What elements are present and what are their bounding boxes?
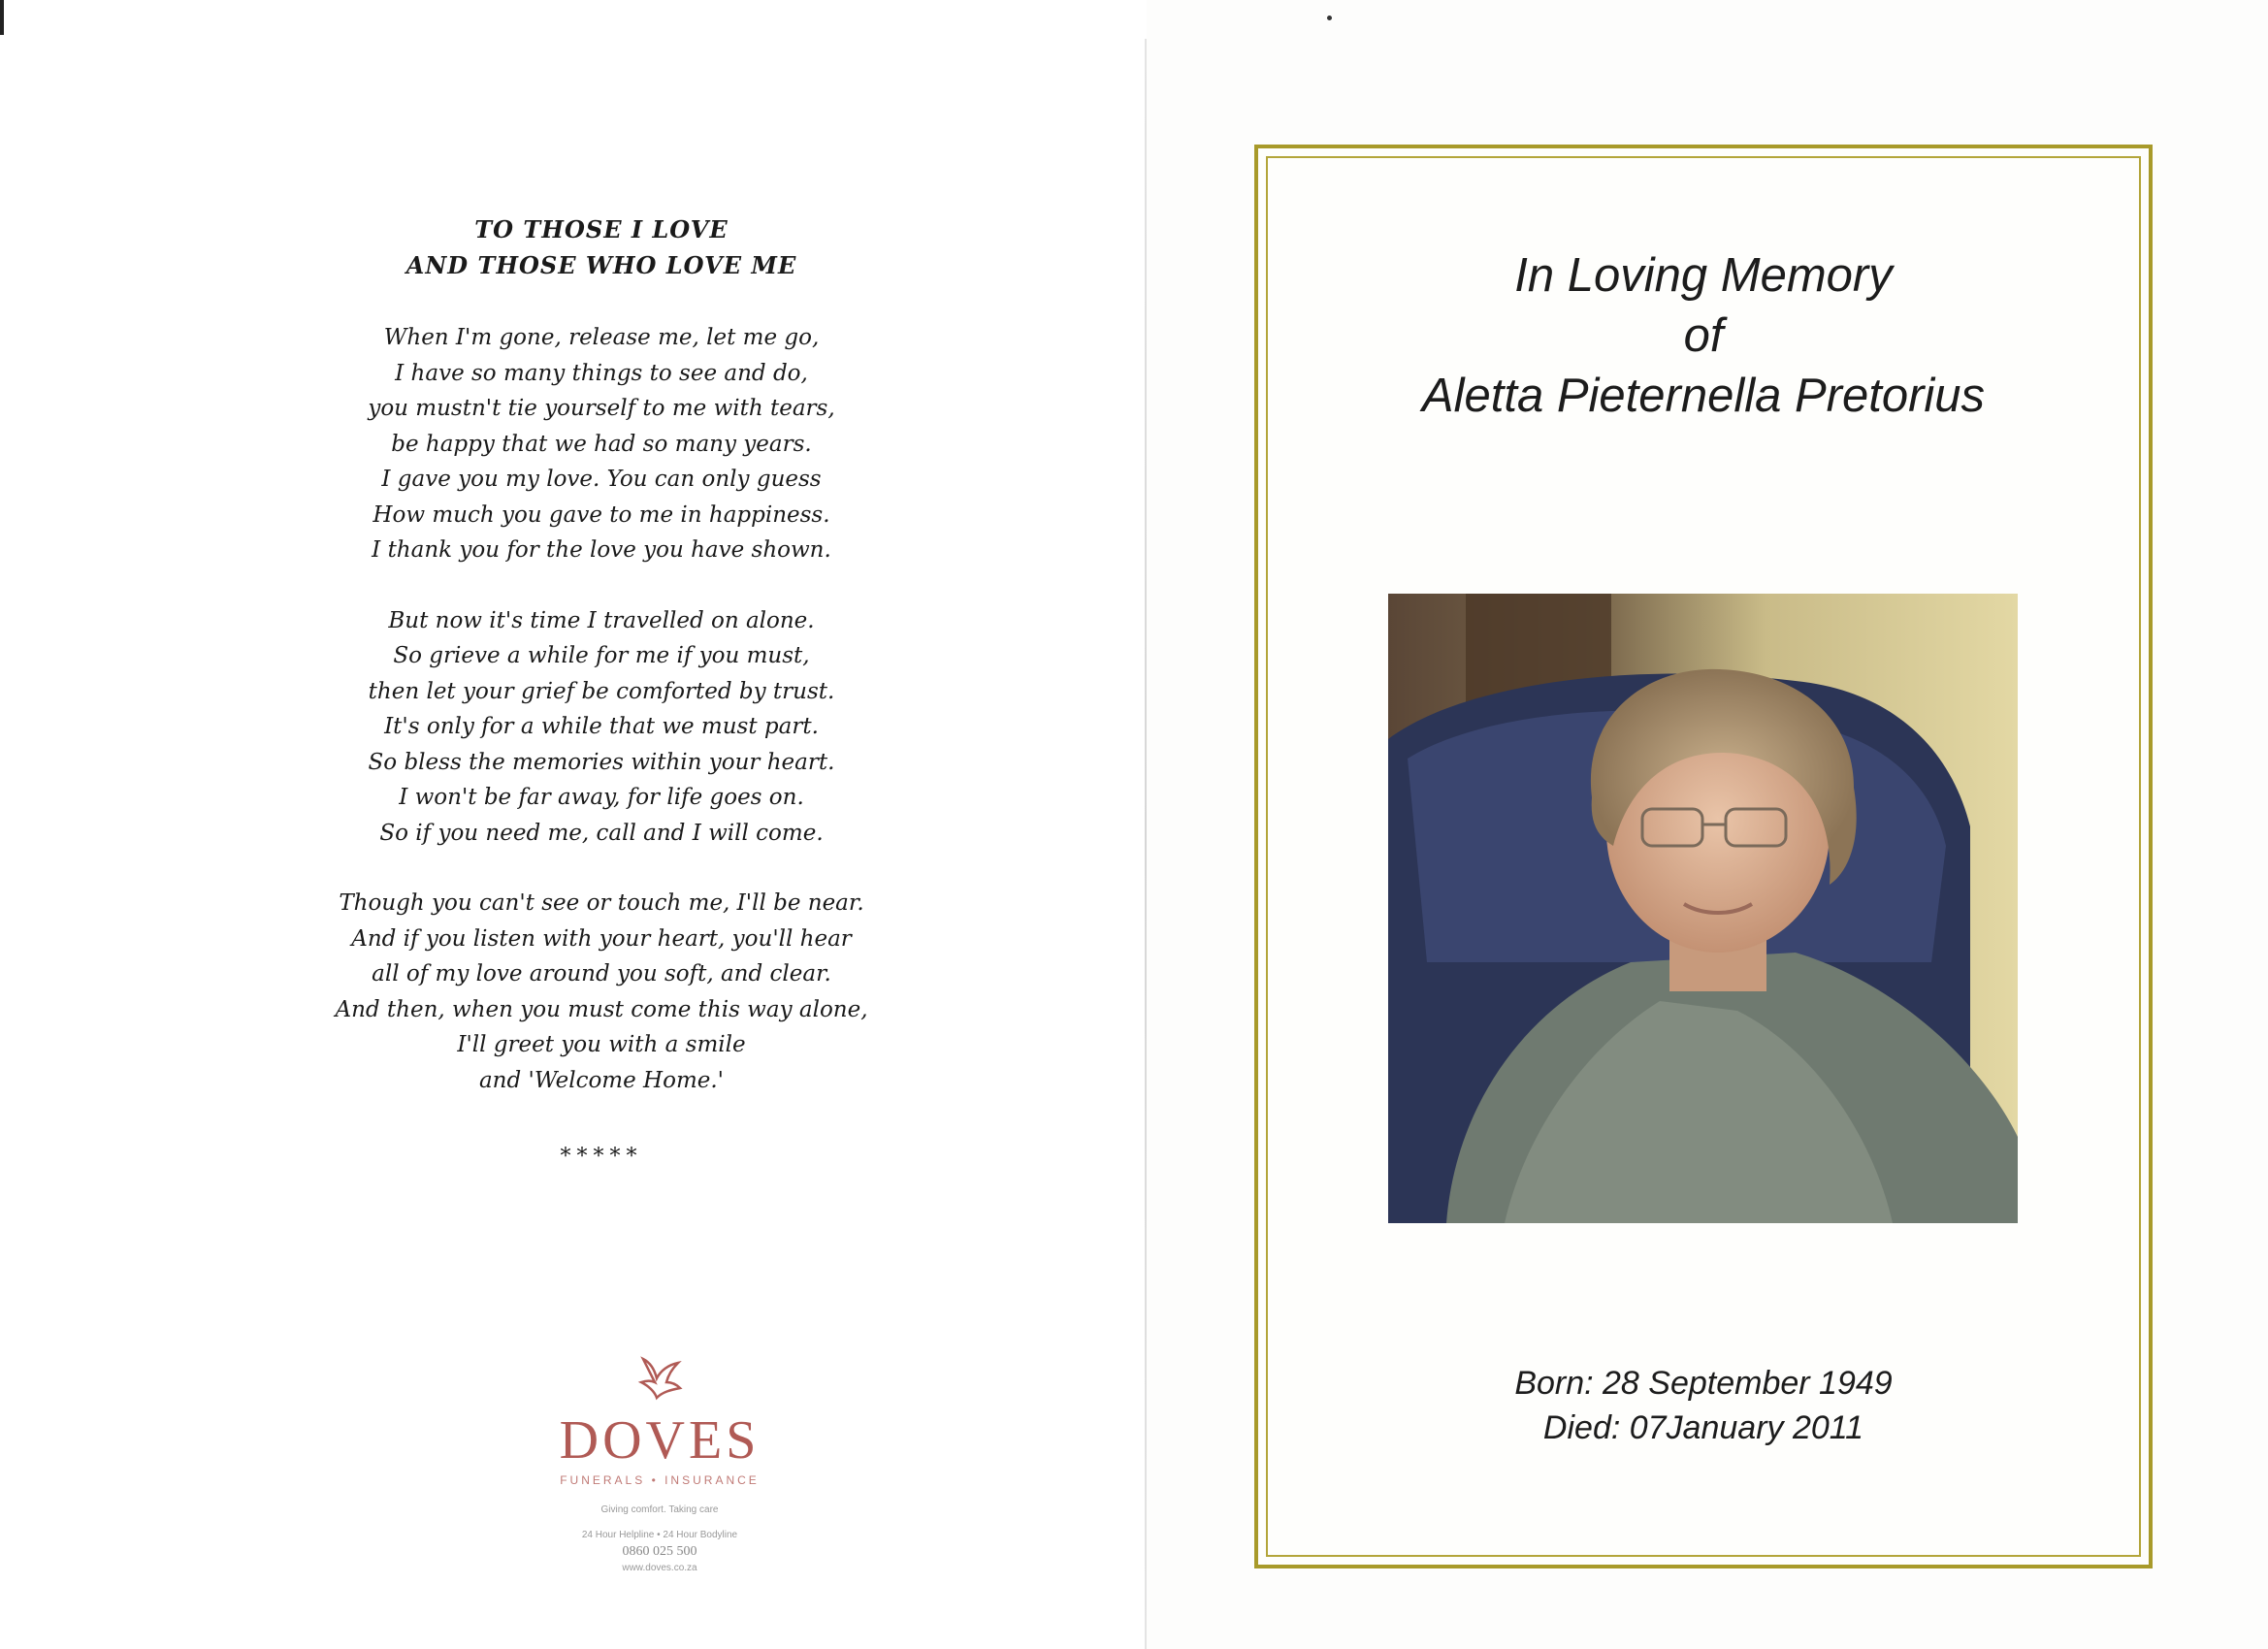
poem-line: all of my love around you soft, and clear. <box>372 961 831 986</box>
poem-line: I gave you my love. You can only guess <box>381 467 822 492</box>
poem-line: be happy that we had so many years. <box>391 431 812 457</box>
portrait-photo-image <box>1388 594 2018 1223</box>
cover-title-name: Aletta Pieternella Pretorius <box>1421 370 1986 422</box>
logo-tagline: FUNERALS • INSURANCE <box>560 1473 760 1487</box>
poem-line: It's only for a while that we must part. <box>384 714 819 739</box>
scan-edge-mark <box>0 0 4 35</box>
cover-title-line: of <box>1683 309 1724 362</box>
logo-website: www.doves.co.za <box>622 1563 697 1573</box>
born-date: Born: 28 September 1949 <box>1514 1365 1893 1402</box>
logo-name: DOVES <box>559 1410 761 1471</box>
doves-logo <box>524 1353 795 1576</box>
poem-line: When I'm gone, release me, let me go, <box>383 325 820 350</box>
cover-dates <box>1258 1361 2149 1450</box>
poem-line: you mustn't tie yourself to me with tears, <box>368 396 835 421</box>
poem-line: I won't be far away, for life goes on. <box>399 785 804 810</box>
poem-line: And if you listen with your heart, you'll hear <box>351 925 852 952</box>
cover-title-line: In Loving Memory <box>1514 249 1893 302</box>
poem-line: Though you can't see or touch me, I'll be near. <box>339 890 864 916</box>
poem-line: And then, when you must come this way alone, <box>335 996 868 1022</box>
poem-line: So grieve a while for me if you must, <box>393 643 810 668</box>
cover-title <box>1258 245 2149 426</box>
poem-title <box>291 211 912 283</box>
poem-line: I'll greet you with a smile <box>457 1032 746 1057</box>
poem-line: I have so many things to see and do, <box>395 360 808 386</box>
poem <box>291 211 912 1169</box>
poem-line: I thank you for the love you have shown. <box>372 537 831 563</box>
scan-speck <box>1327 16 1332 20</box>
logo-helpline: 24 Hour Helpline • 24 Hour Bodyline <box>581 1530 738 1540</box>
poem-title-line: AND THOSE WHO LOVE ME <box>405 251 797 279</box>
logo-slogan: Giving comfort. Taking care <box>600 1504 719 1515</box>
cover-frame <box>1254 145 2153 1568</box>
poem-title-line: TO THOSE I LOVE <box>474 215 729 243</box>
died-date: Died: 07January 2011 <box>1542 1409 1864 1446</box>
poem-stanza-1 <box>291 320 912 568</box>
portrait-photo <box>1388 594 2018 1223</box>
poem-line: then let your grief be comforted by trust. <box>368 678 835 704</box>
poem-closing-stars: ***** <box>560 1145 643 1169</box>
poem-line: How much you gave to me in happiness. <box>373 501 830 528</box>
poem-line: and 'Welcome Home.' <box>478 1067 725 1093</box>
poem-line: But now it's time I travelled on alone. <box>388 607 815 633</box>
dove-icon <box>635 1353 684 1406</box>
poem-stanza-2 <box>291 603 912 852</box>
poem-line: So bless the memories within your heart. <box>368 749 835 775</box>
logo-phone: 0860 025 500 <box>622 1544 697 1559</box>
poem-line: So if you need me, call and I will come. <box>379 820 824 846</box>
poem-stanza-3 <box>291 886 912 1098</box>
